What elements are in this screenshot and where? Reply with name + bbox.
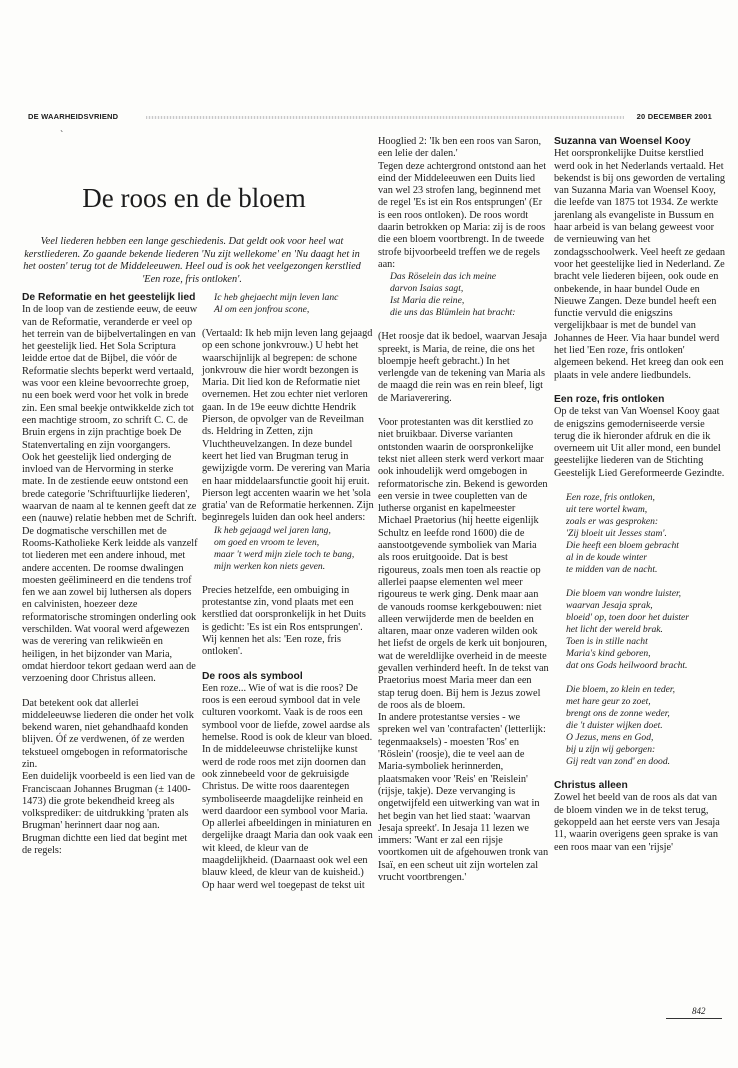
verse-line: Die bloem, zo klein en teder, [566,684,675,696]
verse-line: Die bloem van wondre luister, [566,588,682,600]
verse-line: bloeid' op, toen door het duister [566,612,690,624]
verse-line: Das Röselein das ich meine [390,271,497,283]
verse-stanza [390,271,550,319]
verse-line: brengt ons de zonne weder, [566,708,670,720]
verse-line: zoals er was gesproken: [566,516,659,528]
paragraph: Tegen deze achtergrond ontstond aan het eind der Middeleeuwen een Duits lied van wel 23 strofen lang, beginnend met de regel 'Es ist ein Ros entsprungen' (Er is een roos ontloken). De roos wordt daarin betrokken op Maria: zij is de roos die een bloem voortbrengt. In de tweede strofe bijvoorbeeld treffen we de regels aan: [378,160,547,270]
verse-line: Een roze, fris ontloken, [566,492,655,504]
verse-line: Die heeft een bloem gebracht [566,540,679,552]
verse-line: Al om een jonfrou scone, [214,304,310,315]
verse-line: bij u zijn wij geborgen: [566,744,656,756]
verse-line: het licht der wereld brak. [566,624,663,636]
verse-line: die 't duister wijken doet. [566,720,663,732]
paragraph: Op de tekst van Van Woensel Kooy gaat de enigszins gemoderniseerde versie terug die ik hieronder afdruk en die ik overneem uit Uit aller mond, een bundel geestelijke liederen van de Stichting Geestelijk Lied Gereformeerde Gezindte. [554,406,725,479]
verse-line: Gij redt van zond' en dood. [566,756,671,768]
verse-line: Ic heb ghejaecht mijn leven lanc [214,292,339,303]
verse-line: uit tere wortel kwam, [566,504,648,516]
verse-line: Ik heb gejaagd wel jaren lang, [214,524,331,536]
verse-stanza [566,492,726,576]
paragraph: Voor protestanten was dit kerstlied zo niet bruikbaar. Diverse varianten ontstonden waarin de oorspronkelijke tekst niet alleen sterk werd verkort maar ook inhoudelijk werd omgebogen in reformatorische zin. Bekend is geworden een versie in twee coupletten van de lutherse organist en kapelmeester Michael Praetorius (hij heette eigenlijk Schultz en leefde rond 1600) die de aanstootgevende symboliek van Maria als roos eruitgooide. Dat is best rigoureus, zoals men toen als reactie op allerlei paapse elementen wel meer rigoureus te werk ging. Denk maar aan de vanouds roomse kerkgebouwen: niet alleen verwijderde men de beelden en altaren, maar onze vaderen wilden ook het liefst de orgels de kerk uit bonjouren, wat de wereldlijke overheid in de meeste gevallen verhinderd heeft. In de tekst van Praetorius moest Maria meer dan een stap terug doen. Bij hem is Jezus zowel de roos als de bloem. [378,417,549,711]
paragraph-gap [554,382,726,394]
verse-line: maar 't werd mijn ziele toch te bang, [214,548,355,560]
section-heading: De Reformatie en het geestelijk lied [22,292,196,303]
verse-line: al in de koude winter [566,552,647,564]
column-3 [378,136,550,884]
paragraph-gap [554,480,726,492]
paragraph: Hooglied 2: 'Ik ben een roos van Saron, een lelie der dalen.' [378,136,542,160]
page-number: 842 [692,1006,706,1016]
paragraph-gap [202,659,374,671]
verse-line: waarvan Jesaja sprak, [566,600,653,612]
paragraph: (Vertaald: Ik heb mijn leven lang gejaagd op een schone jonkvrouw.) U hebt het waarschijnlijk al begrepen: de schone jonkvrouw die hier wordt bezongen is Maria. Dit lied kon de Reformatie niet overnemen. Het zou echter niet verloren gaan. In de 19e eeuw dichtte Hendrik Pierson, de opvolger van de Reveilman ds. Heldring in Zetten, zijn Vluchtheuvelzangen. In deze bundel keert het lied van Brugman terug in gewijzigde vorm. De verering van Maria en haar middelaarsfunctie gooit hij eruit. Pierson legt accenten waarin we het 'sola gratia' van de Reformatie herkennen. Zijn beginregels luiden dan ook heel anders: [202,328,374,524]
verse-line: darvon Isaias sagt, [390,283,464,295]
verse-line: 'Zij bloeit uit Jesses stam'. [566,528,667,540]
paragraph-gap [378,405,550,417]
paragraph: Precies hetzelfde, een ombuiging in protestantse zin, vond plaats met een kerstlied dat oorspronkelijk in het Duits is gedicht: 'Es ist ein Ros entsprungen'. Wij kennen het als: 'Een roze, fris ontloken'. [202,584,366,658]
verse-line: met hare geur zo zoet, [566,696,651,708]
article-title: De roos en de bloem [82,183,306,213]
section-heading: Suzanna van Woensel Kooy [554,136,691,147]
verse-line: die uns das Blümlein hat bracht: [390,307,516,319]
verse-line: Maria's kind geboren, [566,648,651,660]
section-heading: De roos als symbool [202,670,303,682]
column-4 [554,136,726,854]
running-header [28,112,712,124]
paragraph: Een roze... Wie of wat is die roos? De roos is een eeroud symbool dat in vele culturen voorkomt. Vaak is de roos een symbool voor de liefde, zowel aardse als hemelse. Rood is ook de kleur van bloed. In de middeleeuwse christelijke kunst werd de rode roos met zijn doornen dan ook zinnebeeld voor de gekruisigde Christus. De witte roos daarentegen symboliseerde maagdelijke reinheid en werd daardoor een symbool voor Maria. Op allerlei afbeeldingen in miniaturen en dergelijke draagt Maria dan ook vaak een wit kleed, de kleur van de maagdelijkheid. (Daarnaast ook wel een blauw kleed, de kleur van de kuisheid.) Op haar werd wel toegepast de tekst uit [202,682,373,891]
paragraph-gap [22,686,198,698]
paragraph: Dat betekent ook dat allerlei middeleeuwse liederen die onder het volk bekend waren, niet gehandhaafd konden blijven. Óf ze verdwenen, óf ze werden tekstueel omgebogen in reformatorische zin. [22,697,194,770]
column-1 [22,292,198,857]
verse-line: dat ons Gods heilwoord bracht. [566,660,688,672]
header-rule [146,116,624,119]
paragraph: Het oorspronkelijke Duitse kerstlied werd ook in het Nederlands vertaald. Het bekendst is bij ons geworden de vertaling van Suzanna Maria van Woensel Kooy, die leefde van 1875 tot 1934. Ze werkte jarenlang als evangeliste in Bussum en haar arbeid is van belang geweest voor de vernieuwing van het zondagsschoolwerk. Veel heeft ze gedaan voor het geestelijke lied in Nederland. Ze bracht vele liederen bijeen, ook oude en onbekende, in haar bundel Oude en Nieuwe Zangen. Deze bundel heeft een functie vervuld die enigszins vergelijkbaar is met de bundel van Johannes de Heer. Via haar bundel werd het lied 'Een roze, fris ontloken' algemeen bekend. Het kreeg dan ook een plaats in vele andere liedbundels. [554,148,726,381]
verse-line: mijn werken kon niets geven. [214,560,326,572]
verse-stanza [214,525,374,573]
verse-line: om goed en vroom te leven, [214,536,320,548]
section-heading: Christus alleen [554,780,628,792]
verse-line: te midden van de nacht. [566,564,658,576]
verse-line: Ist Maria die reine, [390,295,465,307]
verse-stanza [214,292,374,316]
paragraph: In de loop van de zestiende eeuw, de eeuw van de Reformatie, veranderde er veel op het terrein van de bijbelvertalingen en van het geestelijk lied. Het Sola Scriptura leidde ertoe dat de Bijbel, die vóór de Reformatie slechts beperkt werd vertaald, was voor een kleine bevoorrechte groep, nu een boek werd voor het volk in brede zin. Een smal beekje ontwikkelde zich tot een machtige stroom, zo schrift C. C. de Bruin ergens in zijn prachtige boek De Statenvertaling en zijn voorgangers. [22,304,198,451]
section-heading: Een roze, fris ontloken [554,393,665,405]
paragraph: Ook het geestelijk lied onderging de invloed van de Hervorming in sterke mate. In de zestiende eeuw ontstond een brede categorie 'Schriftuurlijke liederen', waarvan de naam al te kennen geeft dat ze een (nauwe) relatie hebben met de Schrift. De dogmatische verschillen met de Rooms-Katholieke Kerk leidde als vanzelf tot liederen met een andere inhoud, met andere accenten. De roomse dwalingen moesten geëlimineerd en die tendens trof fen we aan zowel bij luthersen als dopers en calvinisten, hoezeer deze reformatorische stromingen onderling ook verschilden. Wat vooral werd afgewezen was de verering van relikwieën en heiligen, in het bijzonder van Maria, omdat hierdoor tekort gedaan werd aan de verzoening door Christus alleen. [22,451,198,685]
paragraph: In andere protestantse versies - we spreken wel van 'contrafacten' (letterlijk: tegenmaaksels) - moesten 'Ros' en 'Röslein' (roosje), die te veel aan de Maria-symboliek herinnerden, plaatsmaken voor 'Reis' en 'Reislein' (rijsje, takje). Deze vervanging is ongetwijfeld een uitwerking van wat in het begin van het lied staat: 'waarvan Jesaja spreekt'. In Jesaja 11 lezen we immers: 'Want er zal een rijsje voortkomen uit de afgehouwen tronk van Isaï, en een scheut uit zijn wortelen zal vrucht voortbrengen.' [378,712,549,884]
paragraph: Een duidelijk voorbeeld is een lied van de Franciscaan Johannes Brugman (± 1400-1473) die grote bekendheid kreeg als volksprediker: de uitdrukking 'praten als Brugman' herinnert daar nog aan. Brugman dichtte een lied dat begint met de regels: [22,771,195,857]
verse-stanza [566,684,726,768]
verse-line: Toen is in stille nacht [566,636,648,648]
verse-line: O Jezus, mens en God, [566,732,654,744]
article-lead: Veel liederen hebben een lange geschiedenis. Dat geldt ook voor heel wat kerstliederen. Zo gaande bekende liederen 'Nu zijt wellekome' en 'Nu daagt het in het oosten' terug tot de Middeleeuwen. Heel oud is ook het veelgezongen kerstlied 'Een roze, fris ontloken'. [23,236,361,285]
issue-date: 20 DECEMBER 2001 [636,112,712,121]
page-rule [666,1018,722,1019]
publication-name: DE WAARHEIDSVRIEND [28,112,119,121]
verse-stanza [566,588,726,672]
column-2 [202,292,374,892]
paragraph: (Het roosje dat ik bedoel, waarvan Jesaja spreekt, is Maria, de reine, die ons het bloempje heeft gebracht.) In het verlengde van de tekening van Maria als de maagd die rein was en rein bleef, ligt de Mariaverering. [378,331,547,404]
paragraph: Zowel het beeld van de roos als dat van de bloem vinden we in de tekst terug, gekoppeld aan het eerste vers van Jesaja 11, waarin overigens geen sprake is van een roos maar van een 'rijsje' [554,792,720,853]
stray-mark: ` [60,130,64,141]
